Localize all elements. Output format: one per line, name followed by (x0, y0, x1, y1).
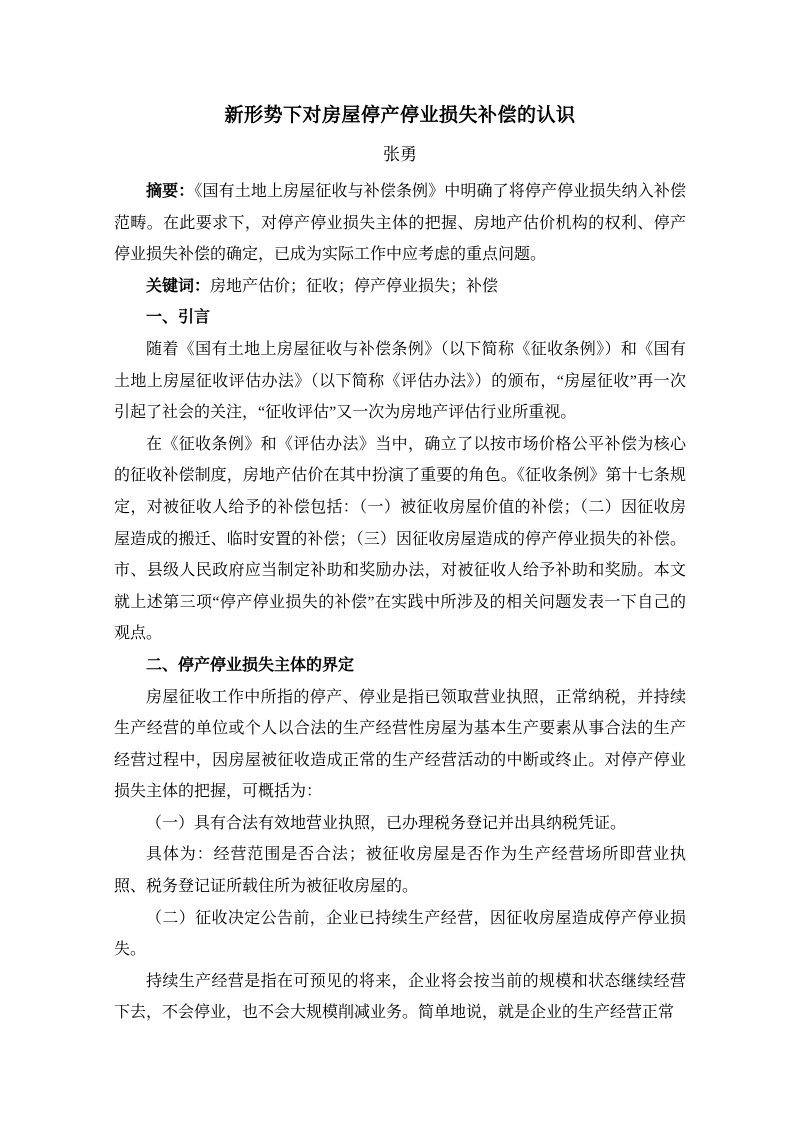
document-body (114, 176, 686, 1029)
loss-subject-paragraph-4: （二）征收决定公告前，企业已持续生产经营，因征收房屋造成停产停业损失。 (114, 909, 686, 959)
introduction-paragraph-2: 在《征收条例》和《评估办法》当中，确立了以按市场价格公平补偿为核心的征收补偿制度，房地产估价在其中扮演了重要的角色。《征收条例》第十七条规定，对被征收人给予的补偿包括：（一）被征收房屋价值的补偿；（二）因征收房屋造成的搬迁、临时安置的补偿；（三）因征收房屋造成的停产停业损失的补偿。市、县级人民政府应当制定补助和奖励办法，对被征收人给予补助和奖励。本文就上述第三项“停产停业损失的补偿”在实践中所涉及的相关问题发表一下自己的观点。 (114, 435, 686, 643)
author-name: 张勇 (383, 145, 417, 164)
loss-subject-paragraph-5: 持续生产经营是指在可预见的将来，企业将会按当前的规模和状态继续经营下去，不会停业，也不会大规模削减业务。简单地说，就是企业的生产经营正常 (114, 972, 686, 1022)
abstract-paragraph (114, 176, 686, 271)
keywords-text: 房地产估价；征收；停产停业损失；补偿 (210, 277, 499, 295)
loss-subject-paragraph-2: （一）具有合法有效地营业执照，已办理税务登记并出具纳税凭证。 (146, 814, 627, 832)
page-title: 新形势下对房屋停产停业损失补偿的认识 (224, 105, 576, 126)
keywords-label: 关键词： (146, 277, 211, 295)
loss-subject-paragraph-3: 具体为：经营范围是否合法；被征收房屋是否作为生产经营场所即营业执照、税务登记证所载住所为被征收房屋的。 (114, 846, 686, 896)
abstract-label: 摘要： (146, 183, 195, 200)
abstract-text: 《国有土地上房屋征收与补偿条例》中明确了将停产停业损失纳入补偿范畴。在此要求下，对停产停业损失主体的把握、房地产估价机构的权利、停产停业损失补偿的确定，已成为实际工作中应考虑的重点问题。 (114, 183, 686, 264)
loss-subject-paragraph-1: 房屋征收工作中所指的停产、停业是指已领取营业执照，正常纳税，并持续生产经营的单位或个人以合法的生产经营性房屋为基本生产要素从事合法的生产经营过程中，因房屋被征收造成正常的生产经营活动的中断或终止。对停产停业损失主体的把握，可概括为： (114, 688, 686, 801)
section-heading-loss-subject-definition: 二、停产停业损失主体的界定 (146, 656, 355, 674)
section-heading-introduction: 一、引言 (146, 309, 211, 327)
keywords-paragraph (114, 271, 686, 303)
introduction-paragraph-1: 随着《国有土地上房屋征收与补偿条例》（以下简称《征收条例》）和《国有土地上房屋征收评估办法》（以下简称《评估办法》）的颁布，“房屋征收”再一次引起了社会的关注，“征收评估”又一次为房地产评估行业所重视。 (114, 340, 686, 422)
